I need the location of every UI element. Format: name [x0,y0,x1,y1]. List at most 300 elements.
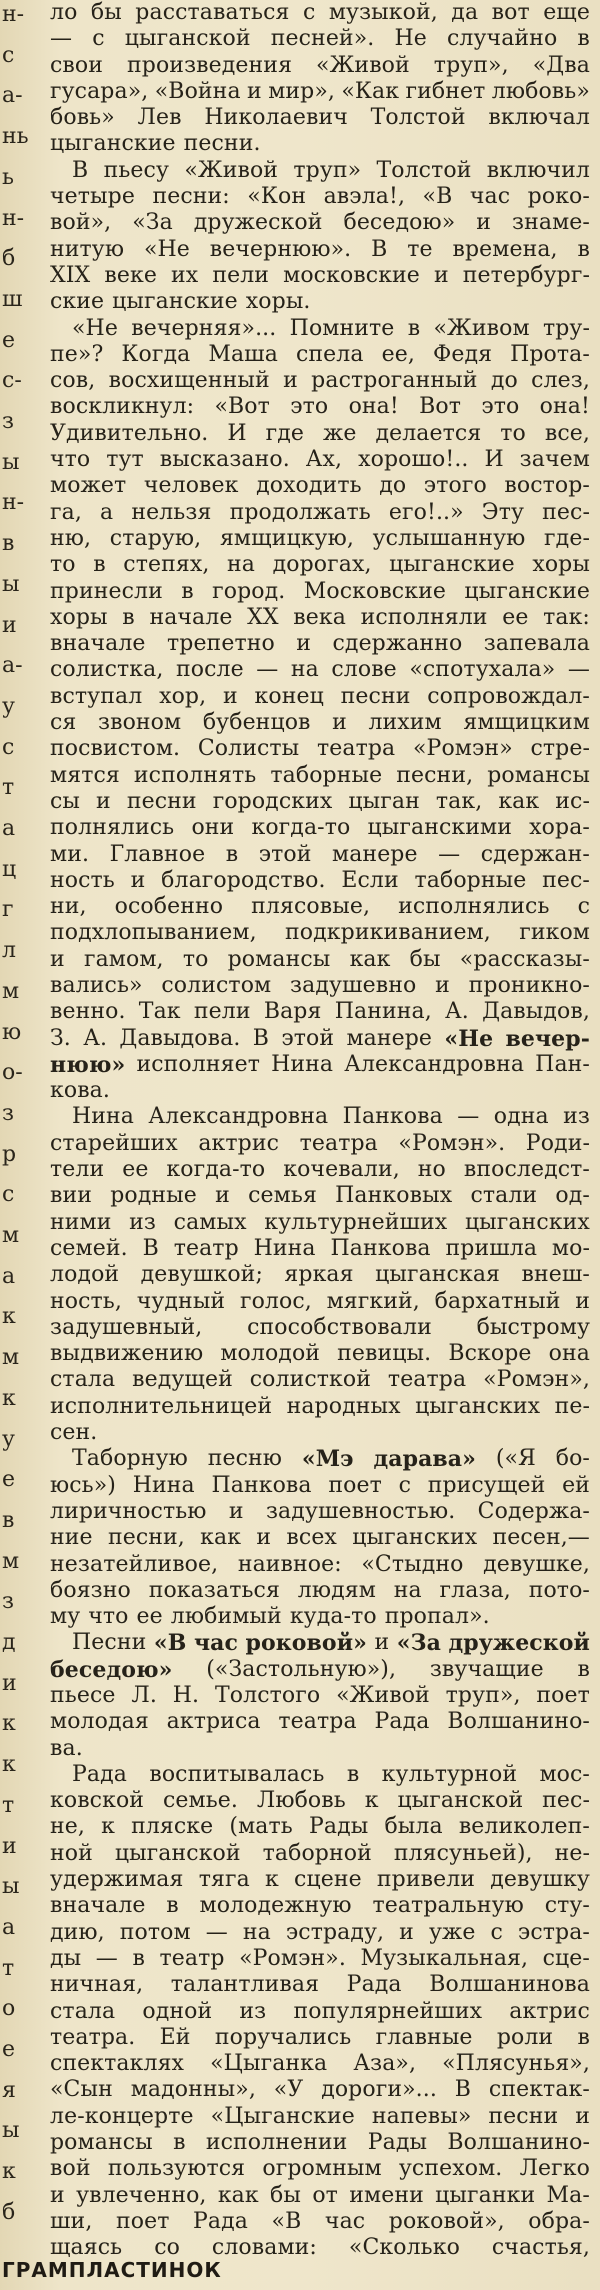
article-word: трепетно [166,631,275,657]
article-word: город. [212,578,286,604]
article-word: его!..» [388,499,464,525]
article-line [50,237,590,263]
article-word: солистка, [50,657,164,683]
article-word: не, [50,1814,85,1840]
article-word: их [171,262,199,288]
article-word: семье. [162,1788,238,1814]
article-word: Маша [208,341,278,367]
article-word: на [290,657,319,683]
article-line [50,1262,590,1288]
article-word: услышанную [372,525,526,551]
left-column-fragment: р [2,1141,17,1167]
article-line [50,1394,590,1420]
article-word: присущей [427,1472,546,1498]
article-word: (мать [229,1814,293,1840]
article-word: задушевностью. [265,1498,456,1524]
article-word: солистом [161,972,272,998]
article-line [50,1289,590,1315]
left-column-fragment: с- [2,368,22,394]
article-word: и [50,946,65,972]
article-word: театра [316,736,396,762]
article-word: Толстой [370,105,466,131]
article-word: ши, [50,2208,93,2234]
article-word: показаться [148,1577,280,1603]
article-line [50,763,590,789]
article-word: В [371,236,388,262]
article-word: удержимая [50,1867,184,1893]
article-word: и [283,368,298,394]
article-word: актрис [509,1998,590,2024]
left-column-fragment: и [2,1670,17,1696]
article-word: Н. [172,1683,200,1708]
article-word: исполнять [133,762,257,788]
article-word: Рада [72,1761,127,1787]
article-word: гусара», [50,78,149,104]
article-word: ся [50,710,77,736]
article-word: может [50,473,127,499]
article-word: и [476,210,492,236]
article-word: бовь» [50,105,115,131]
article-word: гиком [519,920,590,946]
left-column-fragment: и [2,612,17,638]
article-word: пьесе [50,1683,116,1708]
article-word: Когда [121,341,191,367]
article-word: мо- [551,1235,590,1261]
article-word: звоном [97,710,182,736]
article-word: ни, [50,894,87,920]
article-word: продолжать [229,499,371,525]
article-word: с [92,26,105,52]
article-word: выдвижению [50,1341,204,1367]
article-word: («Я [495,1446,536,1472]
article-word: воспитывалась [149,1761,325,1787]
article-word: ность, [50,1288,122,1314]
article-word: Помните [289,315,395,341]
article-word: ее [122,1157,149,1183]
article-word: дию, [50,1919,105,1945]
article-word: роко- [527,184,590,210]
article-word: вначале [50,631,146,657]
article-word: имени [349,2182,424,2208]
article-word: в [181,578,194,604]
article-word: в [173,2130,186,2156]
article-word: пе- [554,1393,590,1419]
article-word: на [393,1577,422,1603]
article-word: молодой [220,1341,321,1367]
left-column-fragment: в [2,531,15,557]
article-word: эстра- [517,1919,590,1945]
article-line [50,2183,590,2209]
article-word: пес- [542,499,590,525]
article-word: «Цыганка [210,2051,328,2077]
article-word: пришла [445,1235,538,1261]
article-word: дороги»... [321,2077,437,2103]
article-word: любовь» [491,78,590,104]
article-word: народных [286,1393,401,1419]
article-word: Лев [137,105,182,131]
article-word: и [256,1525,272,1551]
article-word: глаза, [439,1577,511,1603]
article-word: и [575,2103,590,2129]
article-word: «За [132,210,173,236]
article-line [50,710,590,736]
article-line [50,631,590,657]
article-line [50,1367,590,1393]
article-word: га, [50,499,82,525]
article-word: «Сколько [348,2235,460,2261]
article-line [50,894,590,920]
article-word: тут [106,447,144,473]
article-word: московские [283,262,420,288]
article-word: Волшанино- [447,1709,590,1735]
article-word: человек [143,473,239,499]
left-column-fragment: н- [2,490,25,516]
article-word: Роди- [525,1130,590,1156]
article-word: что [88,1604,129,1630]
article-word: исполняли [360,604,488,630]
left-column-fragment: а [2,1914,16,1940]
article-word: сен. [50,1420,98,1446]
article-word: и [228,1498,244,1524]
article-word: успехом. [398,2156,503,2182]
article-word: щаясь [50,2235,123,2261]
article-word: песни, [107,1525,185,1551]
article-word: века [293,604,346,630]
article-word: ковской [50,1788,145,1814]
bold-title-word: вечер- [505,1025,590,1052]
left-column-fragment: к [2,1304,16,1330]
article-line [50,79,590,105]
left-column-fragment: ы [2,1874,20,1900]
article-line [50,158,590,184]
article-line [50,1841,590,1867]
article-line [50,1762,590,1788]
article-line [50,1473,590,1499]
article-word: привели [376,1867,476,1893]
article-word: петербург- [462,262,590,288]
article-word: Александровна [344,1051,525,1077]
article-word: манере [346,1025,433,1051]
left-column-fragment: т [2,1792,15,1818]
left-column-fragment: т [2,775,15,801]
article-line [50,579,590,605]
article-line [50,2209,590,2235]
article-word: таборной [262,1840,372,1866]
article-word: так, [435,788,483,814]
left-column-fragment: а [2,816,16,841]
left-column-fragment: ю [2,1019,22,1045]
article-word: девушку [490,1867,590,1893]
article-word: со [154,2235,180,2261]
left-column-fragment: ц [2,856,17,882]
article-word: звучащие [429,1656,544,1682]
article-word: в [132,1945,145,1971]
left-column-fragment: н- [2,2,25,27]
article-line [50,2156,590,2182]
article-word: запевала [483,631,590,657]
article-word: всех [286,1525,337,1551]
article-line [50,1999,590,2025]
article-word: как [217,2182,259,2208]
article-word: боязно [50,1577,131,1603]
article-word: вот [491,0,530,25]
article-word: спектаклях [50,2051,185,2077]
article-word: бархатный [434,1288,561,1314]
article-line [50,1946,590,1972]
article-word: включил [486,157,590,183]
article-word: исполнении [205,2130,348,2156]
article-word: песни [126,788,197,814]
article-word: когда-то [251,815,351,841]
article-word: мадонны», [130,2077,256,2103]
article-word: «Ромэн». [239,1945,346,1971]
article-word: песни, [396,762,474,788]
article-line [50,1604,590,1630]
article-word: от [312,2182,338,2208]
article-word: «Как [341,78,400,104]
article-word: с [577,894,590,920]
article-word: («Застольную»), [206,1656,397,1682]
article-line [50,263,590,289]
article-line [50,1315,590,1341]
article-word: — [205,1919,228,1945]
article-word: поет [115,2208,170,2234]
article-word: девушке, [483,1551,590,1577]
article-word: случайно [447,26,558,52]
article-word: цыганские [464,578,590,604]
bold-title-word: роковой» [245,1630,367,1657]
article-word: авэла!, [323,184,406,210]
article-line [50,1078,590,1104]
article-word: высказано. [159,447,290,473]
article-word: Александровна [148,1104,329,1130]
article-word: и [399,1919,414,1945]
article-word: XX [247,604,279,630]
article-word: пели [193,999,251,1025]
article-word: культурной [381,1761,518,1787]
article-word: вались» [50,972,143,998]
article-word: на [242,1919,271,1945]
article-word: цыганских [415,1393,541,1419]
article-word: пьесу [103,157,170,183]
article-word: ничная, [50,1972,144,1998]
article-word: подхлопыванием, [50,920,257,946]
article-word: — [438,841,461,867]
article-word: В [72,157,89,183]
article-word: к [101,1814,115,1840]
bold-title-word: беседою» [50,1656,173,1683]
article-word: пропал». [384,1604,490,1630]
article-word: полнялись [50,815,175,841]
article-word: цыганской [397,1788,524,1814]
bold-title-word: нюю» [50,1051,126,1078]
article-word: времена, [452,236,558,262]
article-line [50,184,590,210]
article-word: пользуются [107,2156,246,2182]
article-word: тяга [198,1867,250,1893]
article-word: внеш- [521,1262,590,1288]
article-word: в [346,1761,360,1787]
left-column-fragment: нь [2,124,29,150]
article-word: Николаевич [204,105,348,131]
article-column [50,0,590,2262]
article-word: театра. [50,2024,136,2050]
article-line [50,526,590,552]
article-word: и [215,1183,230,1209]
article-word: Аза», [353,2051,417,2077]
article-word: ведущей [132,1367,233,1393]
article-word: принесли [50,578,163,604]
article-word: молодая [50,1709,149,1735]
article-word: дружеской [193,210,323,236]
article-word: Ей [159,2024,191,2050]
article-word: «Вот [214,394,270,420]
article-word: музыкой, [328,0,438,25]
article-word: хоры [532,552,590,578]
article-word: благородство. [161,867,326,893]
article-word: мягкий, [326,1288,420,1314]
article-word: му [50,1604,81,1630]
article-word: людям [297,1577,376,1603]
article-line [50,394,590,420]
article-word: из [129,1209,157,1235]
article-line [50,131,590,157]
article-word: свои [50,52,104,78]
article-word: ее [502,604,529,630]
article-word: Любовь [256,1788,346,1814]
article-word: воскликнул: [50,394,195,420]
article-word: романсы [50,2130,153,2156]
article-word: А. [445,999,469,1025]
page-footer [0,2248,600,2290]
article-word: то [50,552,76,578]
article-word: «Ромэн», [483,1367,590,1393]
article-word: быстрому [476,1314,590,1340]
article-word: Рады [308,1814,369,1840]
article-word: В [252,1025,270,1051]
article-word: и [130,867,146,893]
article-word: песни. [183,131,261,157]
article-word: «Не [72,315,118,341]
bold-title-word: дружеской [448,1630,590,1657]
article-word: и [50,2182,65,2208]
article-word: но [417,1157,446,1183]
article-word: таборные [270,762,383,788]
article-word: Эту [481,499,525,525]
article-line [50,657,590,683]
article-line [50,1709,590,1735]
article-word: песню [207,1446,283,1472]
article-word: и [296,631,312,657]
article-word: Главное [109,841,206,867]
article-word: од- [555,1183,590,1209]
article-word: Удивительно. [50,420,209,446]
article-word: театр [173,1235,239,1261]
article-line [50,552,590,578]
bold-title-word: «В [153,1630,187,1657]
article-word: гибнет [405,78,486,104]
article-word: же [323,420,357,446]
article-word: плясовые, [251,894,371,920]
article-word: ло [50,0,78,25]
article-line [50,815,590,841]
article-word: конец [254,683,324,709]
article-word: И [484,447,504,473]
article-word: посвистом. [50,736,181,762]
article-word: роли [496,2024,554,2050]
article-word: и [575,1288,590,1314]
article-word: «В [271,2208,302,2234]
article-word: Так [138,999,181,1025]
article-word: доходить [256,473,362,499]
article-word: незатейливое, [50,1551,219,1577]
article-word: цыганки [435,2182,536,2208]
article-word: в [407,315,421,341]
article-word: в [577,2024,590,2050]
article-line [50,0,590,26]
article-word: — [256,657,279,683]
article-word: «У [273,2077,304,2103]
article-line [50,920,590,946]
article-word: в [225,841,239,867]
left-column-fragment: е [2,327,16,353]
article-word: театра [278,1709,357,1735]
article-line [50,1341,590,1367]
left-column-fragment: н- [2,205,25,231]
bold-title-word: «Мэ [301,1446,354,1473]
article-word: увлеченно, [76,2182,207,2208]
article-word: Легко [519,2156,590,2182]
article-word: еще [543,0,590,25]
article-word: слове [331,657,397,683]
article-word: родные [110,1183,197,1209]
article-word: четыре [50,184,135,210]
article-word: мир», [268,78,335,104]
article-word: Давыдова. [119,1025,241,1051]
article-word: Нина [271,1051,334,1077]
article-word: к [364,1788,379,1814]
article-word: счастья, [491,2235,590,2261]
article-word: «Война [154,78,241,104]
left-column-fragment: у [2,1426,15,1452]
article-word: до [379,473,407,499]
article-word: романсы [227,946,331,972]
left-column-fragment: с [2,734,15,760]
article-word: солисткой [249,1367,372,1393]
article-word: как [349,946,391,972]
article-word: как [200,1525,242,1551]
article-line [50,1788,590,1814]
article-word: певицы. [337,1341,432,1367]
article-word: стала [50,1367,116,1393]
article-line [50,1972,590,1998]
article-word: нельзя [131,499,212,525]
article-word: популярнейших [293,1998,483,2024]
article-word: главные [375,2024,473,2050]
article-word: юсь») [50,1472,116,1498]
article-word: актриса [166,1709,261,1735]
article-word: «Не [143,236,190,262]
article-word: З. [50,1025,71,1051]
article-word: ва. [50,1735,83,1761]
article-word: песни [488,2103,559,2129]
article-line [50,947,590,973]
article-word: потом [119,1919,191,1945]
article-word: Если [341,867,399,893]
article-word: песни [340,683,411,709]
article-word: этой [258,841,312,867]
article-word: Не [394,26,427,52]
